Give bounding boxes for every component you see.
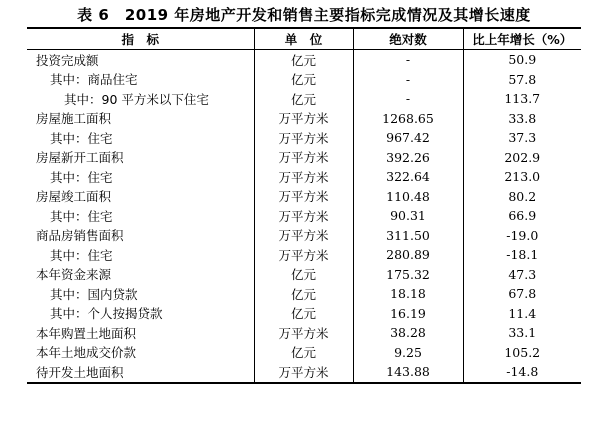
- growth-rate-cell: 37.3: [463, 128, 581, 148]
- growth-rate-cell: 67.8: [463, 284, 581, 304]
- growth-rate-cell: -18.1: [463, 245, 581, 265]
- absolute-value-cell: 143.88: [353, 362, 463, 383]
- growth-rate-cell: 50.9: [463, 50, 581, 70]
- indicator-name-cell: 待开发土地面积: [36, 364, 124, 380]
- absolute-value-cell: 1268.65: [353, 109, 463, 129]
- indicator-name-cell: 房屋施工面积: [36, 111, 112, 127]
- table-row: [27, 206, 581, 226]
- unit-cell: 万平方米: [254, 226, 353, 246]
- indicator-name-cell: 其中：住宅: [50, 130, 113, 146]
- absolute-value-cell: 90.31: [353, 206, 463, 226]
- header-unit: 单 位: [254, 28, 353, 50]
- header-growth-rate: 比上年增长（%）: [463, 28, 581, 50]
- table-row: [27, 245, 581, 265]
- absolute-value-cell: 16.19: [353, 304, 463, 324]
- growth-rate-cell: 11.4: [463, 304, 581, 324]
- indicator-name-cell: 商品房销售面积: [36, 228, 124, 244]
- growth-rate-cell: 47.3: [463, 265, 581, 285]
- indicator-name-cell: 其中：个人按揭贷款: [50, 306, 163, 322]
- growth-rate-cell: 33.8: [463, 109, 581, 129]
- indicator-name-cell: 本年购置土地面积: [36, 325, 137, 341]
- unit-cell: 万平方米: [254, 167, 353, 187]
- indicator-name-cell: 房屋竣工面积: [36, 189, 112, 205]
- indicator-name-cell: 投资完成额: [36, 52, 99, 68]
- growth-rate-cell: 113.7: [463, 89, 581, 109]
- absolute-value-cell: -: [353, 50, 463, 70]
- growth-rate-cell: 105.2: [463, 343, 581, 363]
- absolute-value-cell: 38.28: [353, 323, 463, 343]
- growth-rate-cell: 80.2: [463, 187, 581, 207]
- indicator-name-cell: 其中：住宅: [50, 247, 113, 263]
- table-row: [27, 89, 581, 109]
- unit-cell: 万平方米: [254, 187, 353, 207]
- header-indicator: 指 标: [121, 32, 159, 47]
- unit-cell: 亿元: [254, 265, 353, 285]
- unit-cell: 亿元: [254, 89, 353, 109]
- indicator-name-cell: 本年土地成交价款: [36, 345, 137, 361]
- unit-cell: 万平方米: [254, 362, 353, 383]
- table-row: [27, 265, 581, 285]
- table-row: [27, 284, 581, 304]
- absolute-value-cell: 392.26: [353, 148, 463, 168]
- table-row: [27, 148, 581, 168]
- table-row: [27, 304, 581, 324]
- absolute-value-cell: 967.42: [353, 128, 463, 148]
- header-absolute-value: 绝对数: [353, 28, 463, 50]
- indicator-name-cell: 其中：国内贷款: [50, 286, 138, 302]
- absolute-value-cell: 280.89: [353, 245, 463, 265]
- growth-rate-cell: 213.0: [463, 167, 581, 187]
- header-row: [27, 28, 581, 50]
- unit-cell: 亿元: [254, 70, 353, 90]
- indicator-name-cell: 本年资金来源: [36, 267, 112, 283]
- absolute-value-cell: -: [353, 89, 463, 109]
- unit-cell: 万平方米: [254, 245, 353, 265]
- absolute-value-cell: 110.48: [353, 187, 463, 207]
- table-row: [27, 323, 581, 343]
- unit-cell: 万平方米: [254, 148, 353, 168]
- unit-cell: 万平方米: [254, 206, 353, 226]
- table-row: [27, 128, 581, 148]
- table-row: [27, 50, 581, 70]
- unit-cell: 万平方米: [254, 109, 353, 129]
- absolute-value-cell: 9.25: [353, 343, 463, 363]
- table-row: [27, 226, 581, 246]
- growth-rate-cell: -14.8: [463, 362, 581, 383]
- unit-cell: 亿元: [254, 304, 353, 324]
- absolute-value-cell: 322.64: [353, 167, 463, 187]
- unit-cell: 万平方米: [254, 128, 353, 148]
- growth-rate-cell: 57.8: [463, 70, 581, 90]
- growth-rate-cell: 202.9: [463, 148, 581, 168]
- absolute-value-cell: 18.18: [353, 284, 463, 304]
- indicator-name-cell: 其中：90 平方米以下住宅: [64, 91, 209, 107]
- indicator-name-cell: 其中：商品住宅: [50, 72, 138, 88]
- table-row: [27, 70, 581, 90]
- growth-rate-cell: -19.0: [463, 226, 581, 246]
- table-row: [27, 167, 581, 187]
- indicator-name-cell: 房屋新开工面积: [36, 150, 124, 166]
- table-row: [27, 187, 581, 207]
- unit-cell: 亿元: [254, 343, 353, 363]
- indicator-name-cell: 其中：住宅: [50, 169, 113, 185]
- table-row: [27, 343, 581, 363]
- absolute-value-cell: -: [353, 70, 463, 90]
- indicator-name-cell: 其中：住宅: [50, 208, 113, 224]
- absolute-value-cell: 311.50: [353, 226, 463, 246]
- indicator-table: [27, 27, 581, 384]
- growth-rate-cell: 66.9: [463, 206, 581, 226]
- table-row: [27, 109, 581, 129]
- unit-cell: 万平方米: [254, 323, 353, 343]
- absolute-value-cell: 175.32: [353, 265, 463, 285]
- unit-cell: 亿元: [254, 50, 353, 70]
- unit-cell: 亿元: [254, 284, 353, 304]
- table-row: [27, 362, 581, 383]
- growth-rate-cell: 33.1: [463, 323, 581, 343]
- table-title: 表 6 2019 年房地产开发和销售主要指标完成情况及其增长速度: [77, 6, 531, 24]
